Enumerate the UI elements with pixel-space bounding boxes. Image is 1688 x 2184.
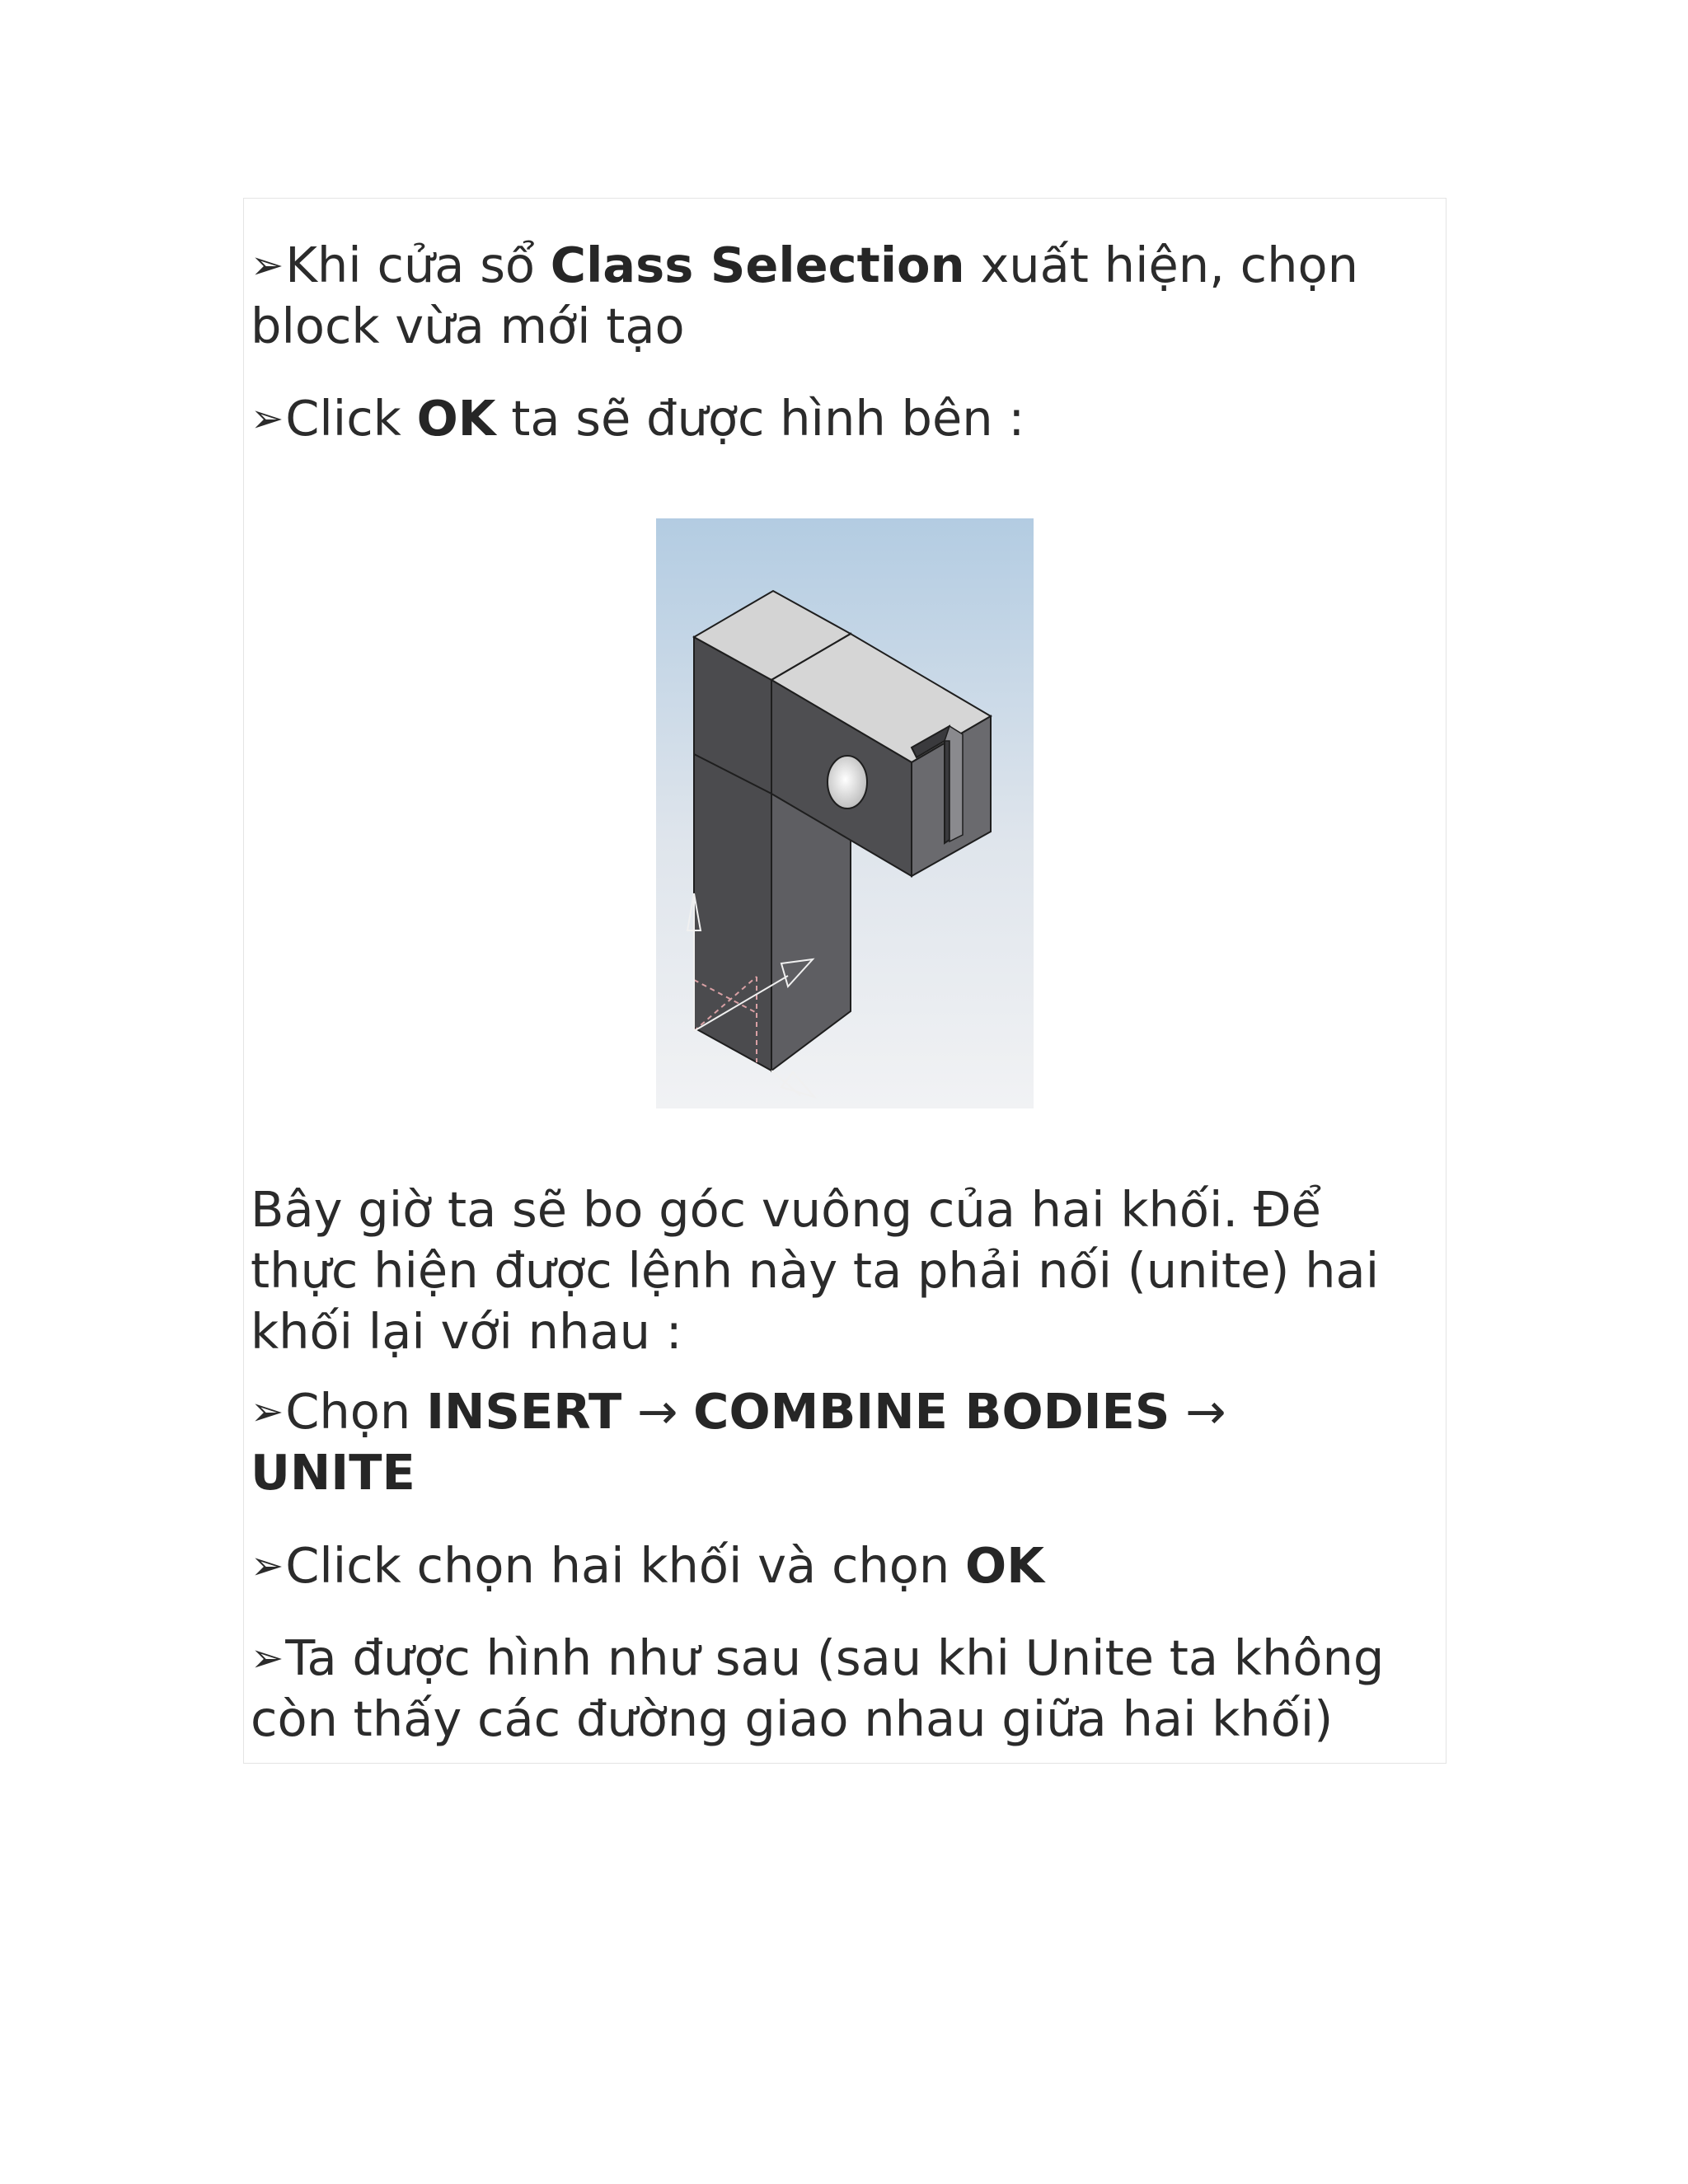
paragraph-click-ok: ➢Click OK ta sẽ được hình bên : — [251, 388, 1025, 449]
cad-block-illustration — [656, 518, 1034, 1108]
paragraph-insert-menu: ➢Chọn INSERT → COMBINE BODIES → UNITE — [251, 1383, 1226, 1501]
paragraph-result: ➢Ta được hình như sau (sau khi Unite ta không còn thấy các đường giao nhau giữa hai khối) — [251, 1629, 1385, 1747]
arrow-bullet-icon: ➢ — [251, 1635, 284, 1681]
arrow-bullet-icon: ➢ — [251, 396, 284, 442]
ok-label: OK — [965, 1537, 1044, 1594]
paragraph-class-selection: ➢Khi cửa sổ Class Selection xuất hiện, chọn block vừa mới tạo — [251, 237, 1358, 354]
paragraph-select-blocks: ➢Click chọn hai khối và chọn OK — [251, 1535, 1044, 1596]
cad-block-figure — [656, 518, 1034, 1108]
slide-content — [243, 198, 1447, 1764]
arrow-bullet-icon: ➢ — [251, 1389, 284, 1435]
ok-label: OK — [416, 390, 496, 447]
paragraph-explanation: Bây giờ ta sẽ bo góc vuông của hai khối. Để thực hiện được lệnh này ta phải nối (unite) hai khối lại với nhau : — [251, 1181, 1380, 1360]
unite-label: UNITE — [251, 1444, 415, 1501]
arrow-bullet-icon: ➢ — [251, 1543, 284, 1589]
arrow-bullet-icon: ➢ — [251, 242, 284, 288]
combine-bodies-label: COMBINE BODIES — [693, 1383, 1170, 1440]
insert-label: INSERT — [426, 1383, 622, 1440]
class-selection-label: Class Selection — [550, 237, 965, 293]
